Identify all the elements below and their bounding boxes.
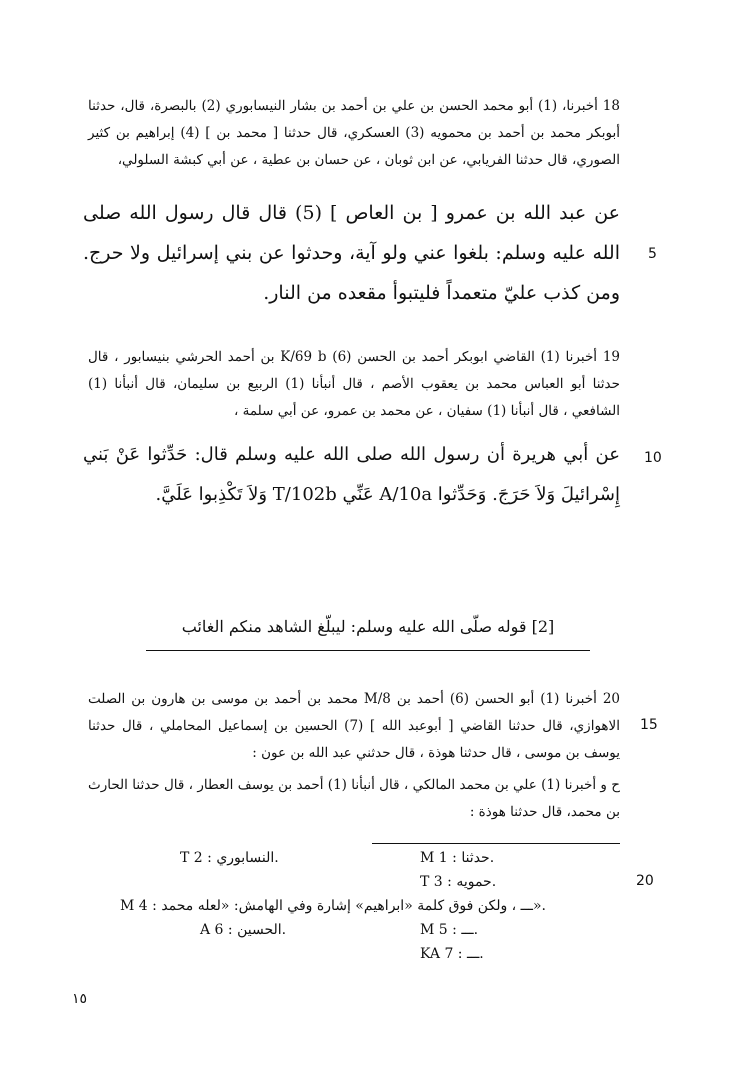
line-number-10: 10 xyxy=(644,450,662,466)
hadith-19-isnad: 19 أخبرنا (1) القاضي ابوبكر أحمد بن الحسن (6) K/69 b بن أحمد الحرشي بنيسابور ، قال حدثنا أبو العباس محمد بن يعقوب الأصم ، قال أنبأنا (1) الربيع بن سليمان، قال أنبأنا (1) الشافعي ، قال أنبأنا (1) سفيان ، عن محمد بن عمرو، عن أبي سلمة ، xyxy=(88,349,621,419)
footnote-7: KA 7 : ـــ. xyxy=(420,946,484,962)
line-number-15: 15 xyxy=(640,717,658,733)
hadith-18-isnad: 18 أخبرنا، (1) أبو محمد الحسن بن علي بن أحمد بن بشار النيسابوري (2) بالبصرة، قال، حدثنا أبوبكر محمد بن أحمد بن محمويه (3) العسكري، قال حدثنا [ محمد بن ] (4) إبراهيم بن كثير الصوري، قال حدثنا الفريابي، عن ابن ثوبان ، عن حسان بن عطية ، عن أبي كبشة السلولي، xyxy=(88,98,620,168)
section-heading: [2] قوله صلّى الله عليه وسلم: ليبلّغ الشاهد منكم الغائب xyxy=(181,617,555,636)
hadith-20-isnad: 20 أخبرنا (1) أبو الحسن (6) أحمد بن M/8 محمد بن أحمد بن موسى بن هارون بن الصلت الاهوازي، قال حدثنا القاضي [ أبوعبد الله ] (7) الحسين بن إسماعيل المحاملي ، قال حدثنا يوسف بن موسى ، قال حدثنا هوذة ، قال حدثني عبد الله بن عون : xyxy=(88,691,620,761)
footnote-4: M 4 : ـــ ، ولكن فوق كلمة «ابراهيم» إشارة وفي الهامش: «لعله محمد». xyxy=(120,898,546,914)
line-number-20: 20 xyxy=(636,873,654,889)
footnote-separator xyxy=(372,843,620,844)
line-number-5: 5 xyxy=(648,246,657,262)
footnote-3: T 3 : حمويه. xyxy=(420,874,497,890)
footnote-1: M 1 : حدثنا. xyxy=(420,850,495,866)
page-number: ١٥ xyxy=(72,991,88,1007)
hadith-18-matn: عن عبد الله بن عمرو [ بن العاص ] (5) قال قال رسول الله صلى الله عليه وسلم: بلغوا عني ولو آية، وحدثوا عن بني إسرائيل ولا حرج. ومن كذب عليّ متعمداً فليتبوأ مقعده من النار. xyxy=(83,202,620,304)
section-heading-underline xyxy=(146,650,590,651)
footnote-2: T 2 : النسابوري. xyxy=(180,850,279,866)
footnote-6: A 6 : الحسين. xyxy=(200,922,287,938)
footnote-5: M 5 : ـــ. xyxy=(420,922,479,938)
hadith-19-matn: عن أبي هريرة أن رسول الله صلى الله عليه وسلم قال: حَدِّثوا عَنْ بَني إِسْرائيلَ وَلاَ حَرَجَ. وَحَدِّثوا A/10a عَنِّي T/102b وَلاَ تَكْذِبوا عَلَيَّ. xyxy=(83,444,621,505)
hadith-20-isnad-alternate: ح و أخبرنا (1) علي بن محمد المالكي ، قال أنبأنا (1) أحمد بن يوسف العطار ، قال حدثنا الحارث بن محمد، قال حدثنا هوذة : xyxy=(88,777,620,820)
